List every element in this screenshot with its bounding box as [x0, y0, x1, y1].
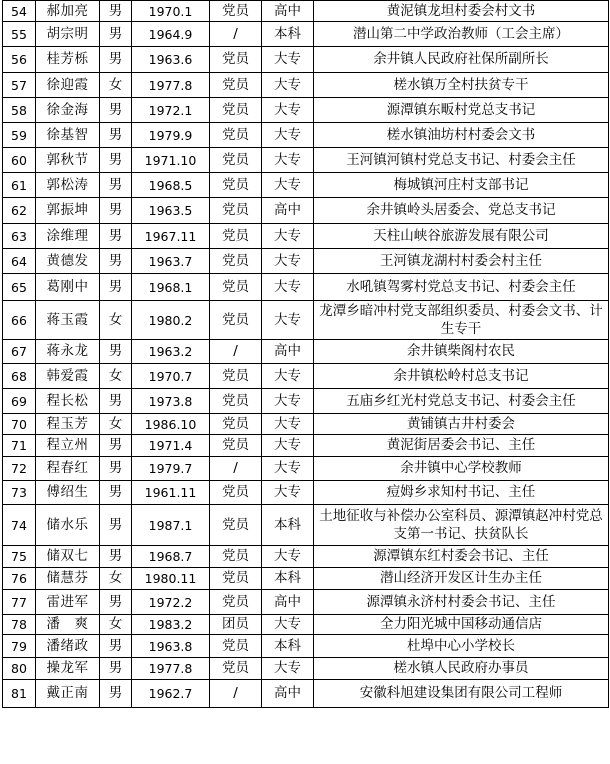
cell-political-status: 党员 — [210, 414, 262, 435]
table-row — [3, 274, 609, 301]
cell-birth-date: 1964.9 — [132, 22, 210, 47]
table-row — [3, 123, 609, 148]
cell-gender: 男 — [100, 680, 132, 708]
cell-gender: 男 — [100, 481, 132, 505]
cell-row-number: 76 — [3, 568, 36, 590]
cell-political-status: 党员 — [210, 73, 262, 98]
cell-row-number: 66 — [3, 301, 36, 340]
cell-position: 梅城镇河庄村支部书记 — [314, 173, 609, 198]
cell-political-status: 党员 — [210, 47, 262, 73]
cell-position: 水吼镇驾雾村党总支书记、村委会主任 — [314, 274, 609, 301]
cell-gender: 女 — [100, 301, 132, 340]
cell-person-name: 桂芳栎 — [36, 47, 100, 73]
cell-birth-date: 1973.8 — [132, 389, 210, 414]
cell-political-status: 党员 — [210, 148, 262, 173]
cell-row-number: 73 — [3, 481, 36, 505]
cell-gender: 男 — [100, 98, 132, 123]
cell-position: 槎水镇油坊村村委会文书 — [314, 123, 609, 148]
cell-education: 高中 — [262, 590, 314, 615]
cell-education: 大专 — [262, 274, 314, 301]
cell-row-number: 71 — [3, 435, 36, 457]
cell-position: 余井镇人民政府社保所副所长 — [314, 47, 609, 73]
cell-political-status: / — [210, 680, 262, 708]
cell-row-number: 59 — [3, 123, 36, 148]
cell-row-number: 79 — [3, 635, 36, 658]
cell-position: 余井镇柴阁村农民 — [314, 340, 609, 364]
cell-person-name: 储水乐 — [36, 505, 100, 546]
cell-person-name: 黄德发 — [36, 249, 100, 274]
cell-gender: 男 — [100, 123, 132, 148]
cell-gender: 女 — [100, 568, 132, 590]
cell-person-name: 程长松 — [36, 389, 100, 414]
cell-birth-date: 1968.7 — [132, 546, 210, 568]
cell-birth-date: 1961.11 — [132, 481, 210, 505]
cell-person-name: 潘 爽 — [36, 615, 100, 635]
cell-political-status: / — [210, 340, 262, 364]
table-row — [3, 1, 609, 22]
cell-political-status: 党员 — [210, 658, 262, 680]
cell-position: 痘姆乡求知村书记、主任 — [314, 481, 609, 505]
cell-position: 全力阳光城中国移动通信店 — [314, 615, 609, 635]
cell-political-status: 党员 — [210, 123, 262, 148]
cell-person-name: 戴正南 — [36, 680, 100, 708]
cell-gender: 女 — [100, 615, 132, 635]
cell-person-name: 程立州 — [36, 435, 100, 457]
roster-table-body — [3, 1, 609, 708]
cell-education: 本科 — [262, 635, 314, 658]
cell-education: 大专 — [262, 546, 314, 568]
table-row — [3, 301, 609, 340]
cell-birth-date: 1987.1 — [132, 505, 210, 546]
table-row — [3, 414, 609, 435]
cell-birth-date: 1963.5 — [132, 198, 210, 224]
cell-education: 本科 — [262, 505, 314, 546]
cell-birth-date: 1980.2 — [132, 301, 210, 340]
cell-political-status: / — [210, 457, 262, 481]
cell-person-name: 郭秋节 — [36, 148, 100, 173]
cell-birth-date: 1963.7 — [132, 249, 210, 274]
cell-position: 龙潭乡暗冲村党支部组织委员、村委会文书、计生专干 — [314, 301, 609, 340]
cell-gender: 男 — [100, 274, 132, 301]
table-row — [3, 457, 609, 481]
cell-row-number: 72 — [3, 457, 36, 481]
cell-person-name: 储慧芬 — [36, 568, 100, 590]
cell-birth-date: 1977.8 — [132, 73, 210, 98]
cell-gender: 男 — [100, 546, 132, 568]
cell-education: 大专 — [262, 414, 314, 435]
cell-row-number: 63 — [3, 224, 36, 249]
cell-row-number: 77 — [3, 590, 36, 615]
cell-gender: 男 — [100, 173, 132, 198]
cell-education: 本科 — [262, 568, 314, 590]
cell-person-name: 胡宗明 — [36, 22, 100, 47]
cell-gender: 男 — [100, 22, 132, 47]
cell-row-number: 80 — [3, 658, 36, 680]
cell-education: 大专 — [262, 615, 314, 635]
cell-birth-date: 1986.10 — [132, 414, 210, 435]
cell-birth-date: 1972.2 — [132, 590, 210, 615]
cell-position: 安徽科旭建设集团有限公司工程师 — [314, 680, 609, 708]
cell-birth-date: 1980.11 — [132, 568, 210, 590]
cell-education: 大专 — [262, 173, 314, 198]
cell-education: 大专 — [262, 301, 314, 340]
cell-gender: 男 — [100, 457, 132, 481]
cell-row-number: 67 — [3, 340, 36, 364]
cell-education: 大专 — [262, 73, 314, 98]
cell-row-number: 61 — [3, 173, 36, 198]
cell-political-status: 党员 — [210, 568, 262, 590]
table-row — [3, 481, 609, 505]
cell-person-name: 郝加亮 — [36, 1, 100, 22]
table-row — [3, 340, 609, 364]
cell-education: 大专 — [262, 123, 314, 148]
cell-education: 大专 — [262, 364, 314, 389]
cell-person-name: 郭松涛 — [36, 173, 100, 198]
cell-education: 大专 — [262, 389, 314, 414]
cell-position: 槎水镇人民政府办事员 — [314, 658, 609, 680]
table-row — [3, 635, 609, 658]
cell-political-status: 党员 — [210, 224, 262, 249]
cell-birth-date: 1962.7 — [132, 680, 210, 708]
cell-row-number: 74 — [3, 505, 36, 546]
cell-row-number: 58 — [3, 98, 36, 123]
cell-position: 源潭镇永济村村委会书记、主任 — [314, 590, 609, 615]
cell-gender: 男 — [100, 198, 132, 224]
cell-birth-date: 1971.4 — [132, 435, 210, 457]
cell-political-status: 党员 — [210, 198, 262, 224]
cell-political-status: 团员 — [210, 615, 262, 635]
cell-political-status: 党员 — [210, 173, 262, 198]
cell-education: 大专 — [262, 224, 314, 249]
cell-row-number: 81 — [3, 680, 36, 708]
cell-education: 大专 — [262, 249, 314, 274]
cell-education: 本科 — [262, 22, 314, 47]
cell-education: 大专 — [262, 658, 314, 680]
table-row — [3, 389, 609, 414]
cell-education: 高中 — [262, 680, 314, 708]
cell-person-name: 蒋玉霞 — [36, 301, 100, 340]
cell-row-number: 68 — [3, 364, 36, 389]
table-row — [3, 249, 609, 274]
table-row — [3, 590, 609, 615]
cell-education: 高中 — [262, 198, 314, 224]
cell-position: 槎水镇万全村扶贫专干 — [314, 73, 609, 98]
cell-row-number: 75 — [3, 546, 36, 568]
cell-row-number: 57 — [3, 73, 36, 98]
cell-birth-date: 1983.2 — [132, 615, 210, 635]
cell-position: 杜埠中心小学校长 — [314, 635, 609, 658]
cell-person-name: 程玉芳 — [36, 414, 100, 435]
cell-person-name: 操龙军 — [36, 658, 100, 680]
cell-education: 高中 — [262, 340, 314, 364]
cell-gender: 男 — [100, 658, 132, 680]
cell-row-number: 54 — [3, 1, 36, 22]
cell-person-name: 涂维理 — [36, 224, 100, 249]
cell-position: 黄铺镇古井村委会 — [314, 414, 609, 435]
cell-gender: 男 — [100, 590, 132, 615]
cell-gender: 男 — [100, 224, 132, 249]
cell-birth-date: 1968.5 — [132, 173, 210, 198]
cell-political-status: 党员 — [210, 435, 262, 457]
cell-political-status: / — [210, 22, 262, 47]
cell-birth-date: 1971.10 — [132, 148, 210, 173]
table-row — [3, 173, 609, 198]
cell-position: 余井镇松岭村总支书记 — [314, 364, 609, 389]
cell-person-name: 程春红 — [36, 457, 100, 481]
cell-row-number: 55 — [3, 22, 36, 47]
cell-education: 大专 — [262, 481, 314, 505]
cell-political-status: 党员 — [210, 590, 262, 615]
cell-person-name: 蒋永龙 — [36, 340, 100, 364]
cell-position: 潜山经济开发区计生办主任 — [314, 568, 609, 590]
table-row — [3, 435, 609, 457]
cell-birth-date: 1963.8 — [132, 635, 210, 658]
cell-row-number: 60 — [3, 148, 36, 173]
cell-position: 王河镇龙湖村村委会村主任 — [314, 249, 609, 274]
cell-person-name: 傅绍生 — [36, 481, 100, 505]
table-row — [3, 568, 609, 590]
cell-education: 大专 — [262, 98, 314, 123]
cell-gender: 男 — [100, 1, 132, 22]
table-row — [3, 148, 609, 173]
cell-gender: 男 — [100, 505, 132, 546]
cell-political-status: 党员 — [210, 1, 262, 22]
cell-birth-date: 1972.1 — [132, 98, 210, 123]
cell-position: 黄泥街居委会书记、主任 — [314, 435, 609, 457]
cell-row-number: 62 — [3, 198, 36, 224]
cell-birth-date: 1979.7 — [132, 457, 210, 481]
table-row — [3, 22, 609, 47]
cell-political-status: 党员 — [210, 481, 262, 505]
cell-birth-date: 1970.1 — [132, 1, 210, 22]
table-row — [3, 224, 609, 249]
cell-position: 五庙乡红光村党总支书记、村委会主任 — [314, 389, 609, 414]
cell-political-status: 党员 — [210, 301, 262, 340]
cell-birth-date: 1977.8 — [132, 658, 210, 680]
cell-gender: 女 — [100, 364, 132, 389]
cell-position: 天柱山峡谷旅游发展有限公司 — [314, 224, 609, 249]
cell-position: 余井镇岭头居委会、党总支书记 — [314, 198, 609, 224]
cell-gender: 女 — [100, 414, 132, 435]
cell-row-number: 69 — [3, 389, 36, 414]
table-row — [3, 680, 609, 708]
cell-person-name: 雷进军 — [36, 590, 100, 615]
cell-education: 大专 — [262, 435, 314, 457]
cell-gender: 男 — [100, 340, 132, 364]
cell-gender: 男 — [100, 635, 132, 658]
cell-person-name: 徐迎霞 — [36, 73, 100, 98]
cell-person-name: 葛刚中 — [36, 274, 100, 301]
table-row — [3, 546, 609, 568]
cell-person-name: 郭振坤 — [36, 198, 100, 224]
cell-birth-date: 1970.7 — [132, 364, 210, 389]
cell-gender: 男 — [100, 435, 132, 457]
table-row — [3, 658, 609, 680]
cell-education: 高中 — [262, 1, 314, 22]
cell-political-status: 党员 — [210, 364, 262, 389]
cell-gender: 男 — [100, 389, 132, 414]
cell-position: 王河镇河镇村党总支书记、村委会主任 — [314, 148, 609, 173]
cell-gender: 男 — [100, 148, 132, 173]
cell-position: 源潭镇东畈村党总支书记 — [314, 98, 609, 123]
cell-position: 源潭镇东红村委会书记、主任 — [314, 546, 609, 568]
table-row — [3, 615, 609, 635]
cell-position: 潜山第二中学政治教师（工会主席） — [314, 22, 609, 47]
cell-political-status: 党员 — [210, 249, 262, 274]
cell-person-name: 潘绪政 — [36, 635, 100, 658]
cell-political-status: 党员 — [210, 546, 262, 568]
cell-education: 大专 — [262, 47, 314, 73]
cell-gender: 男 — [100, 249, 132, 274]
cell-education: 大专 — [262, 148, 314, 173]
cell-row-number: 70 — [3, 414, 36, 435]
cell-birth-date: 1967.11 — [132, 224, 210, 249]
table-row — [3, 505, 609, 546]
cell-birth-date: 1963.2 — [132, 340, 210, 364]
cell-political-status: 党员 — [210, 635, 262, 658]
cell-gender: 男 — [100, 47, 132, 73]
cell-birth-date: 1979.9 — [132, 123, 210, 148]
roster-table — [2, 0, 609, 708]
cell-person-name: 韩爱霞 — [36, 364, 100, 389]
cell-birth-date: 1968.1 — [132, 274, 210, 301]
cell-political-status: 党员 — [210, 389, 262, 414]
cell-position: 黄泥镇龙坦村委会村文书 — [314, 1, 609, 22]
cell-person-name: 徐金海 — [36, 98, 100, 123]
cell-political-status: 党员 — [210, 505, 262, 546]
cell-row-number: 78 — [3, 615, 36, 635]
cell-political-status: 党员 — [210, 274, 262, 301]
cell-row-number: 56 — [3, 47, 36, 73]
table-row — [3, 73, 609, 98]
cell-gender: 女 — [100, 73, 132, 98]
cell-position: 余井镇中心学校教师 — [314, 457, 609, 481]
table-row — [3, 47, 609, 73]
cell-person-name: 徐基智 — [36, 123, 100, 148]
table-row — [3, 198, 609, 224]
cell-birth-date: 1963.6 — [132, 47, 210, 73]
cell-row-number: 65 — [3, 274, 36, 301]
table-row — [3, 98, 609, 123]
cell-education: 大专 — [262, 457, 314, 481]
cell-position: 土地征收与补偿办公室科员、源潭镇赵冲村党总支第一书记、扶贫队长 — [314, 505, 609, 546]
table-row — [3, 364, 609, 389]
cell-political-status: 党员 — [210, 98, 262, 123]
cell-row-number: 64 — [3, 249, 36, 274]
cell-person-name: 储双七 — [36, 546, 100, 568]
